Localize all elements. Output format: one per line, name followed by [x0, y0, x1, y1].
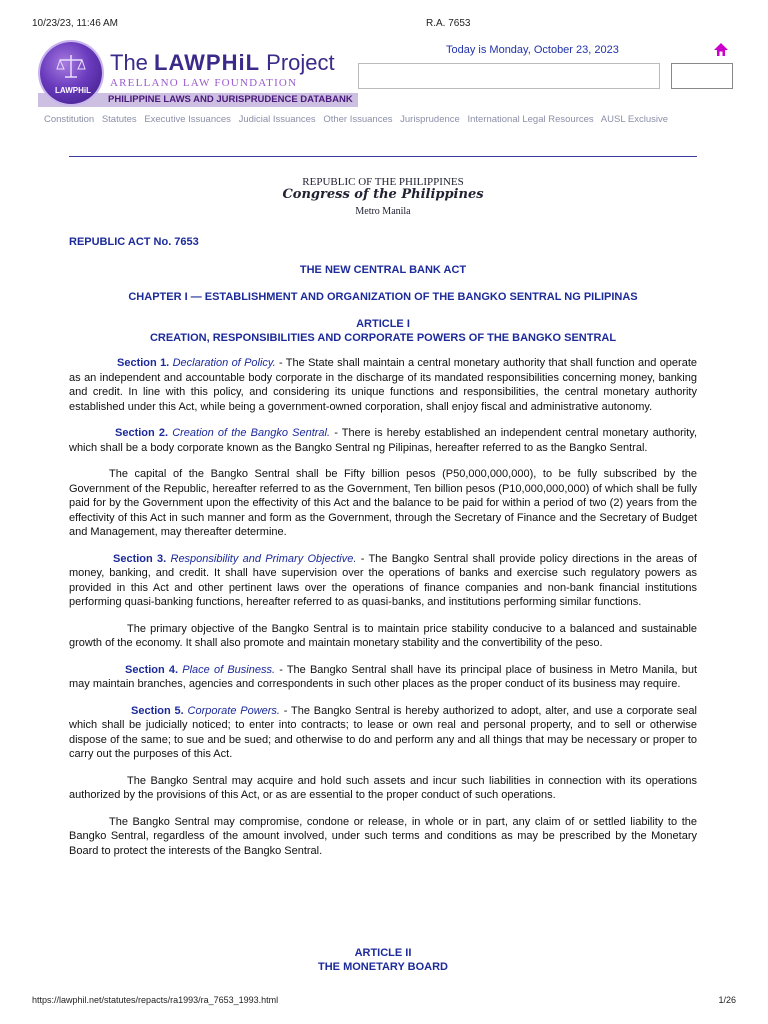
brand-prefix: The: [110, 50, 155, 75]
scales-icon: [56, 52, 86, 82]
main-nav: [44, 114, 673, 125]
article-2-label: ARTICLE II: [354, 947, 412, 959]
section-1-label: Section 1.: [117, 357, 170, 369]
nav-international-legal-resources[interactable]: International Legal Resources: [467, 114, 594, 125]
home-icon[interactable]: [713, 42, 729, 58]
nav-jurisprudence[interactable]: Jurisprudence: [400, 114, 460, 125]
site-logo[interactable]: [38, 40, 358, 112]
section-4-label: Section 4.: [125, 663, 179, 676]
section-5-title: Corporate Powers.: [187, 704, 280, 717]
section-3-title: Responsibility and Primary Objective.: [170, 552, 357, 565]
article-2-heading: [69, 946, 697, 974]
search-button[interactable]: [671, 63, 733, 89]
section-5-text: - The Bangko Sentral is hereby authorized to adopt, alter, and use a corporate seal which shall be judicially noticed; to enter into contracts; to lease or own real and personal property, and to sell or otherwise dispose of the same; to sue and be sued; and otherwise to do and perform any and all things that may be necessary or proper to carry out the purposes of this Act.: [69, 704, 697, 760]
section-1: [69, 356, 697, 414]
search-input[interactable]: [358, 63, 660, 89]
section-4-text: - The Bangko Sentral shall have its principal place of business in Metro Manila, but may maintain branches, agencies and correspondents in such other places as the proper conduct of its business may require.: [69, 663, 697, 690]
page-url: https://lawphil.net/statutes/repacts/ra1993/ra_7653_1993.html: [32, 995, 279, 1005]
today-date: Today is Monday, October 23, 2023: [446, 44, 619, 56]
section-3-label: Section 3.: [113, 552, 167, 565]
brand-name: [110, 50, 335, 76]
article-1-title: CREATION, RESPONSIBILITIES AND CORPORATE POWERS OF THE BANGKO SENTRAL: [149, 332, 617, 344]
compromise-paragraph: The Bangko Sentral may compromise, condone or release, in whole or in part, any claim of or settled liability to the Bangko Sentral, regardless of the amount involved, under such terms and conditions as may be prescribed by the Monetary Board to protect the interests of the Bangko Sentral.: [69, 815, 697, 857]
nav-statutes[interactable]: Statutes: [101, 114, 137, 125]
nav-constitution[interactable]: Constitution: [44, 114, 95, 125]
assets-paragraph: The Bangko Sentral may acquire and hold such assets and incur such liabilities in connection with its operations authorized by the provisions of this Act, or as are essential to the proper conduct of such operations.: [69, 774, 697, 801]
section-2-title: Creation of the Bangko Sentral.: [172, 427, 331, 439]
brand-bold: LAWPHiL: [154, 50, 261, 75]
nav-judicial-issuances[interactable]: Judicial Issuances: [238, 114, 316, 125]
republic-label: REPUBLIC OF THE PHILIPPINES: [302, 176, 464, 188]
section-5-label: Section 5.: [131, 704, 184, 717]
section-3-text: - The Bangko Sentral shall provide policy directions in the areas of money, banking, and credit. It shall have supervision over the operations of banks and exercise such regulatory powers as provided in this Act and other pertinent laws over the operations of finance companies and non-bank financial institutions performing quasi-banking functions, hereafter referred to as quasi-banks, and institutions performing similar functions.: [69, 552, 697, 608]
divider: [69, 156, 697, 157]
section-1-title: Declaration of Policy.: [172, 357, 276, 369]
chapter-title: CHAPTER I — ESTABLISHMENT AND ORGANIZATION OF THE BANGKO SENTRAL NG PILIPINAS: [128, 291, 638, 303]
print-datetime: 10/23/23, 11:46 AM: [32, 18, 118, 29]
article-2-title: THE MONETARY BOARD: [318, 961, 448, 973]
nav-ausl-exclusive[interactable]: AUSL Exclusive: [600, 114, 669, 125]
act-number: REPUBLIC ACT No. 7653: [69, 236, 199, 248]
act-body: [69, 356, 697, 870]
article-1-label: ARTICLE I: [356, 318, 410, 330]
metro-label: Metro Manila: [355, 206, 411, 217]
print-title: R.A. 7653: [426, 18, 471, 29]
section-4: [69, 663, 697, 692]
section-5: [69, 704, 697, 762]
section-4-title: Place of Business.: [182, 663, 276, 676]
brand-suffix: Project: [260, 50, 335, 75]
nav-other-issuances[interactable]: Other Issuances: [323, 114, 393, 125]
primary-objective-paragraph: The primary objective of the Bangko Sentral is to maintain price stability conducive to a balanced and sustainable growth of the economy. It shall also promote and maintain monetary stability and the convertibility of the peso.: [69, 622, 697, 649]
lawphil-seal-icon: [40, 42, 102, 104]
act-title: THE NEW CENTRAL BANK ACT: [299, 264, 467, 276]
section-2: [69, 426, 697, 455]
page-number: 1/26: [718, 995, 736, 1005]
capital-paragraph: The capital of the Bangko Sentral shall be Fifty billion pesos (P50,000,000,000), to be fully subscribed by the Government of the Republic, hereafter referred to as the Government, Ten billion pesos (P10,000,000,000) of which shall be fully paid for by the Government upon the effectivity of this Act and the balance to be paid for within a period of two (2) years from the effectivity of this Act in such manner and form as the Government, through the Secretary of Finance and the Secretary of Budget and Management, may thereafter determine.: [69, 468, 697, 538]
section-2-label: Section 2.: [115, 427, 169, 439]
section-3: [69, 552, 697, 610]
tagline: PHILIPPINE LAWS AND JURISPRUDENCE DATABANK: [108, 94, 353, 105]
congress-label: Congress of the Philippines: [282, 187, 484, 202]
section-2-text: - There is hereby established an independent central monetary authority, which shall be a body corporate known as the Bangko Sentral ng Pilipinas, hereafter referred to as the Bangko Sentral.: [69, 427, 697, 454]
nav-executive-issuances[interactable]: Executive Issuances: [144, 114, 231, 125]
seal-text: LAWPHiL: [55, 86, 91, 95]
foundation-name: ARELLANO LAW FOUNDATION: [110, 77, 298, 89]
section-1-text: - The State shall maintain a central monetary authority that shall function and operate as an independent and accountable body corporate in the discharge of its mandated responsibilities concerning money, banking and credit. In line with this policy, and considering its unique functions and responsibilities, the central monetary authority established under this Act, while being a government-owned corporation, shall enjoy fiscal and administrative autonomy.: [69, 357, 697, 413]
